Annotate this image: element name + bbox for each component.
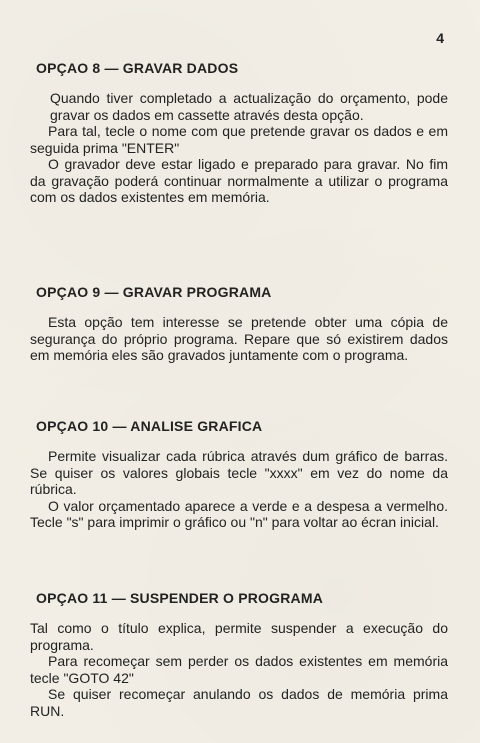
section-option-10 xyxy=(30,418,448,531)
section-option-11 xyxy=(30,590,448,719)
section-option-8 xyxy=(30,60,448,206)
section-heading: OPÇAO 9 — GRAVAR PROGRAMA xyxy=(36,284,272,300)
paragraph: O valor orçamentado aparece a verde e a despesa a vermelho. Tecle "s" para imprimir o gráfico ou "n" para voltar ao écran inicial. xyxy=(30,497,448,530)
paragraph: O gravador deve estar ligado e preparado para gravar. No fim da gravação poderá continuar normalmente a utilizar o programa com os dados existentes em memória. xyxy=(30,156,448,205)
paragraph: Esta opção tem interesse se pretende obter uma cópia de segurança do próprio programa. Repare que só existirem dados em memória eles são gravados juntamente com o programa. xyxy=(30,314,448,363)
paragraph: Permite visualizar cada rúbrica através dum gráfico de barras. Se quiser os valores globais tecle "xxxx" em vez do nome da rúbrica. xyxy=(30,448,448,497)
paragraph: Para recomeçar sem perder os dados existentes em memória tecle "GOTO 42" xyxy=(30,653,448,686)
paragraph: Tal como o título explica, permite suspender a execução do programa. xyxy=(30,620,448,653)
page-number: 4 xyxy=(436,30,444,46)
paragraph: Quando tiver completado a actualização do orçamento, pode gravar os dados em cassette através desta opção. xyxy=(50,90,448,123)
section-option-9 xyxy=(30,284,448,364)
paragraph: Para tal, tecle o nome com que pretende gravar os dados e em seguida prima "ENTER" xyxy=(30,123,448,156)
section-heading: OPÇAO 11 — SUSPENDER O PROGRAMA xyxy=(36,590,324,606)
paragraph: Se quiser recomeçar anulando os dados de memória prima RUN. xyxy=(30,686,448,719)
section-heading: OPÇAO 8 — GRAVAR DADOS xyxy=(36,60,239,76)
section-heading: OPÇAO 10 — ANALISE GRAFICA xyxy=(36,418,263,434)
